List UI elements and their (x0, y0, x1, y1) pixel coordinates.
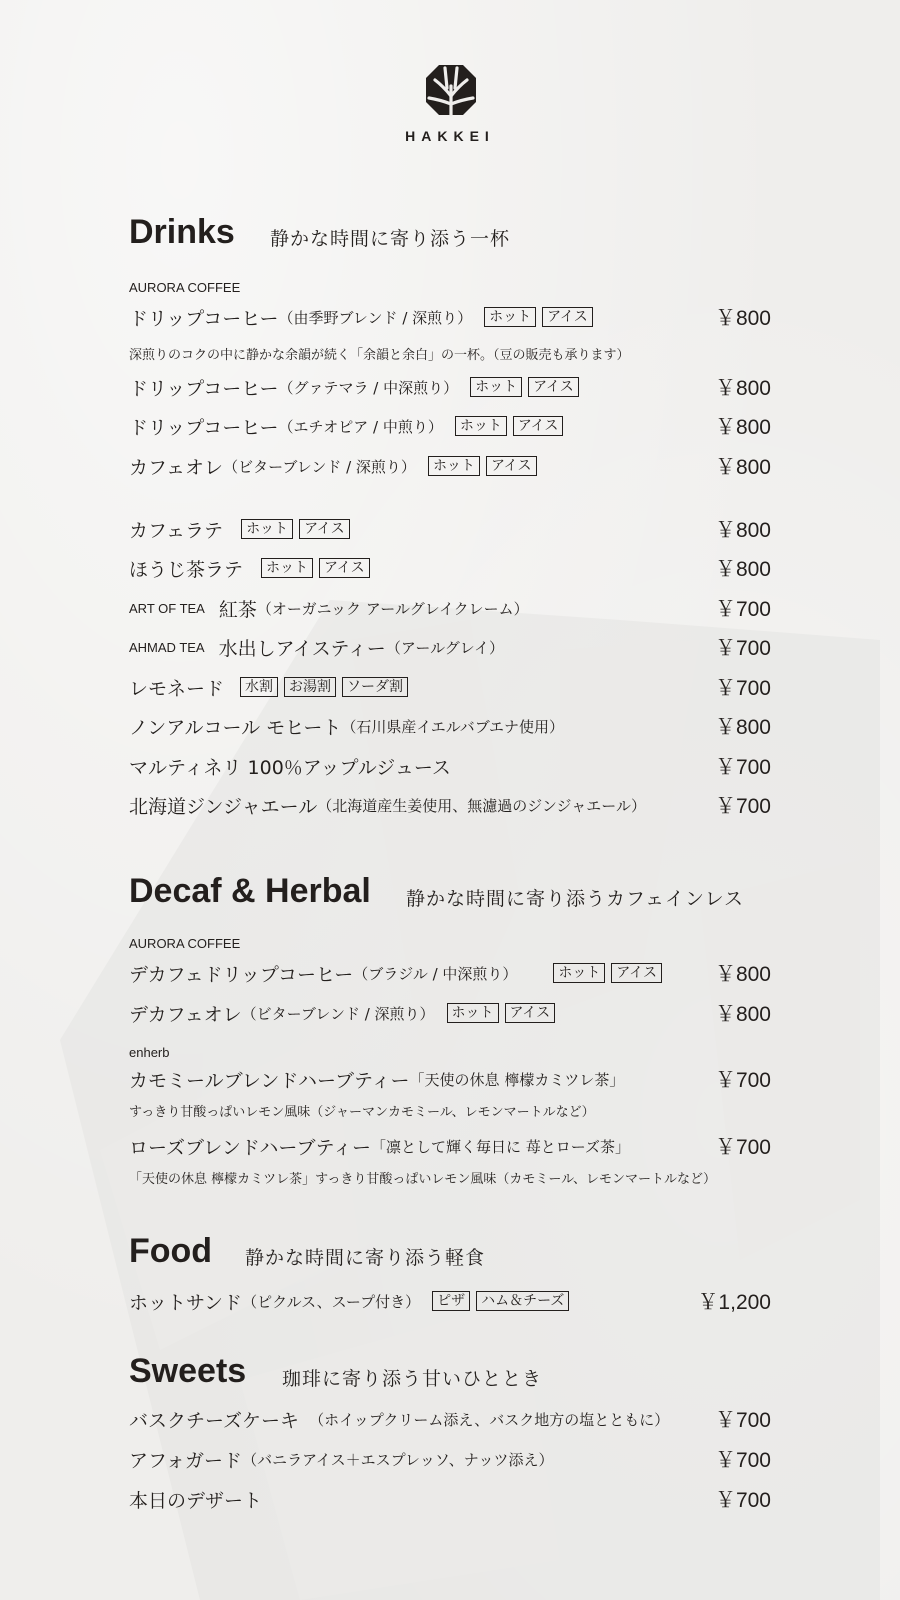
option-tag: 水割 (240, 677, 278, 697)
item-note: （ホイップクリーム添え、バスク地方の塩とともに） (309, 1410, 670, 1429)
option-tag: ハム＆チーズ (476, 1291, 569, 1311)
option-tag: ホット (553, 963, 605, 983)
item-price: ￥800 (714, 558, 771, 581)
item-note: （バニラアイス＋エスプレッソ、ナッツ添え） (242, 1450, 554, 1469)
option-tag: ホット (447, 1003, 499, 1023)
item-price: ￥700 (714, 1489, 771, 1512)
menu-item (129, 672, 771, 702)
option-tag: アイス (299, 519, 350, 539)
brand-label: AURORA COFFEE (129, 936, 241, 951)
section-title-decaf: Decaf & Herbal (129, 872, 371, 910)
section-title-drinks: Drinks (129, 213, 235, 251)
item-price: ￥700 (714, 637, 771, 660)
option-tag: ホット (484, 307, 536, 327)
menu-item (129, 1404, 771, 1434)
menu-item (129, 593, 771, 623)
section-subtitle-sweets: 珈琲に寄り添う甘いひととき (282, 1368, 543, 1390)
option-tag: アイス (611, 963, 662, 983)
item-price: ￥700 (714, 677, 771, 700)
option-tag: アイス (486, 456, 537, 476)
item-price: ￥700 (714, 756, 771, 779)
item-note: （エチオピア / 中煎り） (278, 417, 443, 436)
option-tag: ホット (455, 416, 507, 436)
option-tag: お湯割 (284, 677, 336, 697)
item-name: マルティネリ 100％アップルジュース (129, 756, 451, 779)
item-name: ホットサンド (129, 1291, 243, 1314)
item-name: ドリップコーヒー (129, 377, 279, 400)
item-name: デカフェオレ (129, 1003, 242, 1026)
section-title-sweets: Sweets (129, 1352, 247, 1390)
section-subtitle-drinks: 静かな時間に寄り添う一杯 (270, 228, 511, 250)
item-price: ￥700 (714, 1069, 771, 1092)
menu-item (129, 514, 771, 544)
item-note: （由季野ブレンド / 深煎り） (278, 308, 473, 327)
item-note: 「凛として輝く毎日に 苺とローズ茶」 (370, 1137, 630, 1156)
menu-item (129, 1484, 771, 1514)
item-name: 紅茶 (218, 598, 257, 621)
item-name: ほうじ茶ラテ (129, 558, 244, 581)
menu-item (129, 451, 771, 481)
item-note: （オーガニック アールグレイクレーム） (256, 599, 529, 618)
item-price: ￥800 (714, 519, 771, 542)
option-tag: アイス (505, 1003, 556, 1023)
option-tag: ピザ (432, 1291, 470, 1311)
item-name: 北海道ジンジャエール (129, 795, 318, 818)
option-tag: アイス (319, 558, 370, 578)
item-name: デカフェドリップコーヒー (129, 963, 354, 986)
section-subtitle-decaf: 静かな時間に寄り添うカフェインレス (406, 888, 745, 910)
menu-item (129, 1286, 771, 1316)
item-name: バスクチーズケーキ (129, 1409, 300, 1432)
menu-item (129, 411, 771, 441)
option-tag: アイス (542, 307, 593, 327)
item-price: ￥800 (714, 963, 771, 986)
item-name: カフェラテ (129, 519, 224, 542)
menu-item (129, 1444, 771, 1474)
item-description: すっきり甘酸っぱいレモン風味（ジャーマンカモミール、レモンマートルなど） (129, 1105, 595, 1120)
item-name: ローズブレンドハーブティー (129, 1136, 371, 1159)
item-price: ￥800 (714, 716, 771, 739)
menu-item (129, 998, 771, 1028)
item-note: （ピクルス、スープ付き） (242, 1292, 421, 1311)
item-price: ￥700 (714, 1136, 771, 1159)
option-tag: アイス (513, 416, 564, 436)
item-price: ￥700 (714, 598, 771, 621)
item-note: （グァテマラ / 中深煎り） (278, 378, 459, 397)
option-tag: ホット (470, 377, 522, 397)
menu-item (129, 632, 771, 662)
menu-item (129, 1064, 771, 1094)
item-price: ￥800 (714, 377, 771, 400)
item-price: ￥800 (714, 1003, 771, 1026)
section-subtitle-food: 静かな時間に寄り添う軽食 (245, 1247, 486, 1269)
menu-item (129, 1131, 771, 1161)
section-title-food: Food (129, 1232, 213, 1270)
item-description: 深煎りのコクの中に静かな余韻が続く「余韻と余白」の一杯。（豆の販売も承ります） (129, 348, 630, 363)
tea-brand-label: ART OF TEA (129, 600, 205, 616)
menu-item (129, 790, 771, 820)
brand-label: AURORA COFFEE (129, 280, 241, 295)
tea-brand-label: AHMAD TEA (129, 639, 205, 655)
option-tag: ソーダ割 (342, 677, 408, 697)
item-name: ドリップコーヒー (129, 416, 279, 439)
item-note: （ビターブレンド / 深煎り） (223, 457, 416, 476)
item-price: ￥800 (714, 307, 771, 330)
menu-item (129, 553, 771, 583)
option-tag: ホット (261, 558, 313, 578)
item-name: 水出しアイスティー (218, 637, 386, 660)
item-price: ￥700 (714, 1449, 771, 1472)
option-tag: アイス (528, 377, 579, 397)
menu-item (129, 751, 771, 781)
brand-label: enherb (129, 1045, 170, 1060)
item-note: （ビターブレンド / 深煎り） (241, 1004, 435, 1023)
item-name: カフェオレ (129, 456, 224, 479)
menu-item (129, 711, 771, 741)
option-tag: ホット (241, 519, 293, 539)
item-price: ￥800 (714, 416, 771, 439)
item-note: （石川県産イエルバブエナ使用） (341, 717, 564, 736)
item-price: ￥1,200 (697, 1291, 771, 1314)
option-tag: ホット (428, 456, 480, 476)
item-name: 本日のデザート (129, 1489, 263, 1512)
item-note: （ブラジル / 中深煎り） (353, 964, 518, 983)
menu-item (129, 372, 771, 402)
item-price: ￥700 (714, 795, 771, 818)
item-name: アフォガード (129, 1449, 243, 1472)
item-note: （アールグレイ） (385, 638, 505, 657)
item-name: カモミールブレンドハーブティー (129, 1069, 410, 1092)
item-name: ドリップコーヒー (129, 307, 279, 330)
item-name: ノンアルコール モヒート (129, 716, 342, 739)
item-price: ￥700 (714, 1409, 771, 1432)
item-name: レモネード (129, 677, 225, 700)
menu-item (129, 302, 771, 332)
item-price: ￥800 (714, 456, 771, 479)
item-description: 「天使の休息 檸檬カミツレ茶」すっきり甘酸っぱいレモン風味（カモミール、レモンマートルなど） (129, 1172, 717, 1187)
hakkei-tree-logo-icon (423, 62, 479, 118)
menu-item (129, 958, 771, 988)
brand-name: HAKKEI (405, 128, 495, 144)
item-note: 「天使の休息 檸檬カミツレ茶」 (409, 1070, 625, 1089)
item-note: （北海道産生姜使用、無濾過のジンジャエール） (317, 796, 646, 815)
